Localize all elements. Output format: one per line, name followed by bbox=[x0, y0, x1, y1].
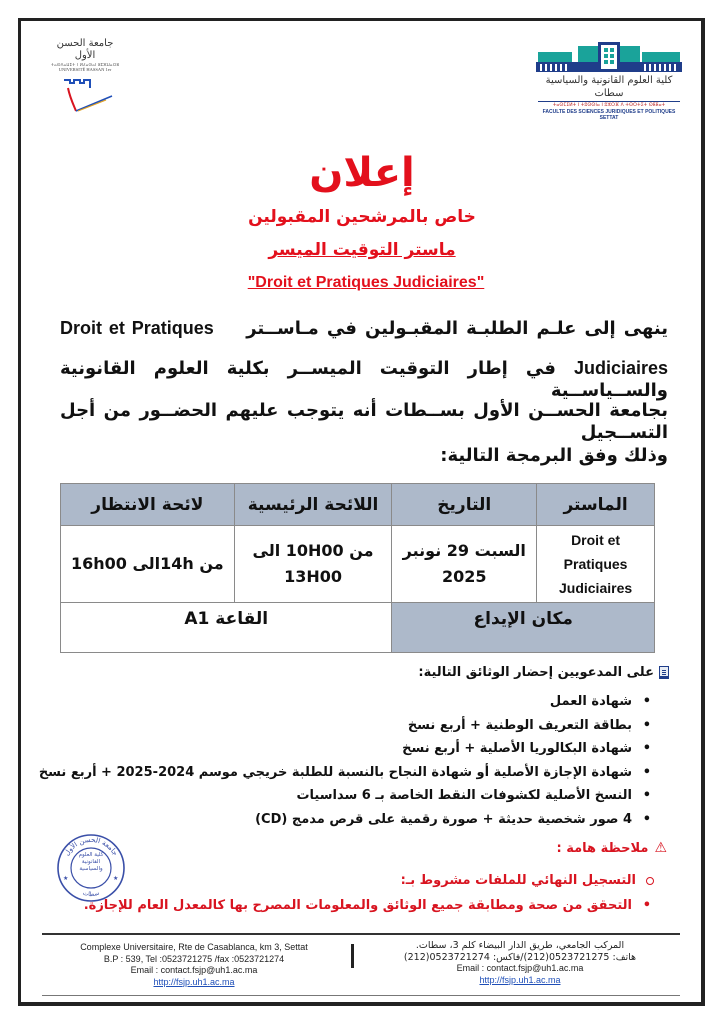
footer-address-ar: المركب الجامعي، طريق الدار البيضاء كلم 3، سطات. bbox=[415, 940, 625, 951]
warning-icon: ⚠ bbox=[654, 840, 667, 856]
table-row bbox=[61, 526, 655, 603]
footer-website-link-fr[interactable]: http://fsjp.uh1.ac.ma bbox=[153, 976, 235, 987]
stamp-bottom-text: سطات bbox=[81, 889, 101, 899]
schedule-table bbox=[60, 483, 655, 653]
faculty-name-arabic: كلية العلوم القانونية والسياسية سطات bbox=[545, 75, 673, 99]
cell-main-list-line: من 10H00 الى bbox=[252, 541, 374, 560]
footer-email-ar: Email : contact.fsjp@uh1.ac.ma bbox=[456, 963, 584, 973]
cell-date-line: 2025 bbox=[442, 567, 487, 586]
footer-address-fr: Complexe Universitaire, Rte de Casablanca, km 3, Settat bbox=[80, 942, 308, 952]
university-name-french: UNIVERSITÉ HASSAN 1er bbox=[58, 67, 112, 72]
list-item: • النسخ الأصلية لكشوفات النقط الخاصة بـ 6 سداسيات bbox=[39, 784, 654, 808]
header-master: الماستر bbox=[537, 484, 655, 526]
cell-main-list bbox=[234, 526, 392, 603]
stamp-outer-text: جامعة الحسن الأول bbox=[62, 835, 120, 858]
list-item: • شهادة البكالوريا الأصلية + أربع نسخ bbox=[39, 737, 654, 761]
footer-email-fr: Email : contact.fsjp@uh1.ac.ma bbox=[130, 965, 258, 975]
footer-phone-ar: هاتف: 0523721275(212)/فاكس: 0523721274(212) bbox=[403, 951, 637, 963]
table-header-row bbox=[61, 484, 655, 526]
list-item: • 4 صور شخصية حديثة + صورة رقمية على قرص مدمج (CD) bbox=[39, 808, 654, 832]
location-row bbox=[61, 603, 655, 653]
list-item: • شهادة العمل bbox=[39, 690, 654, 714]
documents-heading-text: على المدعويين إحضار الوثائق التالية: bbox=[418, 665, 654, 680]
svg-text:★: ★ bbox=[63, 875, 69, 882]
documents-heading bbox=[418, 665, 669, 680]
body-line-2-latin: Judiciaires bbox=[573, 358, 668, 378]
body-line-1-latin: Droit et Pratiques bbox=[60, 318, 214, 338]
faculty-logo bbox=[534, 40, 684, 121]
footer-website-link-ar[interactable]: http://fsjp.uh1.ac.ma bbox=[479, 974, 561, 985]
footer-separator bbox=[351, 944, 354, 968]
documents-list bbox=[39, 690, 654, 831]
cell-master-line: Judiciaires bbox=[558, 580, 633, 596]
header-waiting-list: لائحة الانتظار bbox=[61, 484, 235, 526]
university-name-tifinagh: ⵜⴰⵙⴷⴰⵡⵉⵜ ⵏ ⵍⵃⴰⵙⴰⵏ ⵓⵎⵣⵡⴰⵔⵓ bbox=[50, 62, 120, 67]
faculty-stamp-icon bbox=[55, 832, 127, 904]
footer-contact-french bbox=[44, 942, 344, 988]
circle-bullet-icon bbox=[646, 877, 654, 885]
important-note-text: ملاحظة هامة : bbox=[556, 840, 649, 856]
cell-master-line: Droit et bbox=[571, 532, 621, 548]
cell-main-list-line: 13H00 bbox=[284, 567, 342, 586]
location-label: مكان الإيداع bbox=[392, 603, 655, 653]
registration-condition-text: التسجيل النهائي للملفات مشروط بـ: bbox=[400, 873, 636, 888]
important-note-heading bbox=[557, 840, 667, 856]
stamp-inner-text: كلية العلوم القانونية والسياسية bbox=[78, 852, 104, 872]
body-line-1 bbox=[60, 317, 668, 340]
announcement-title: إعلان bbox=[309, 150, 415, 196]
body-line-2 bbox=[60, 357, 668, 402]
faculty-name-tifinagh: ⵜⴰⵙⵎⵉⵍⵜ ⵏ ⵜⵓⵙⵙⵏⴰ ⵏ ⵓⵣⵔⴼ ⴷ ⵜⵙⵔⵜⵉⵜ ⵙⵟⵟⴰⵜ bbox=[552, 103, 666, 108]
location-value: القاعة A1 bbox=[61, 603, 392, 653]
announcement-subtitle-program: ماستر التوقيت الميسر bbox=[268, 240, 456, 260]
footer-contact-arabic bbox=[370, 940, 670, 986]
faculty-building-icon bbox=[534, 40, 684, 74]
body-line-4: وذلك وفق البرمجة التالية: bbox=[440, 445, 668, 466]
footer-phone-fr: B.P : 539, Tel :0523721275 /fax :0523721274 bbox=[103, 953, 285, 964]
footer-bottom-divider bbox=[42, 995, 680, 996]
body-line-3: بجامعة الحســن الأول بســطات أنه يتوجب عليهم الحضــور من أجل التســجيل bbox=[60, 400, 668, 443]
cell-waiting-list: من 14hالى 16h00 bbox=[61, 526, 235, 603]
svg-text:سطات bbox=[82, 890, 100, 899]
university-name-arabic: جامعة الحسن الأول bbox=[56, 38, 114, 61]
body-line-2-arabic: في إطار التوقيت الميســر بكلية العلوم القانونية والســياســية bbox=[60, 358, 668, 401]
university-emblem-icon bbox=[56, 76, 116, 112]
header-main-list: اللائحة الرئيسية bbox=[234, 484, 392, 526]
header-date: التاريخ bbox=[392, 484, 537, 526]
university-logo bbox=[50, 38, 120, 112]
list-item: • بطاقة التعريف الوطنية + أربع نسخ bbox=[39, 714, 654, 738]
master-name-text: "Droit et Pratiques Judiciaires" bbox=[247, 274, 485, 291]
list-item: • شهادة الإجازة الأصلية أو شهادة النجاح بالنسبة للطلبة خريجي موسم 2024-2025 + أربع نسخ bbox=[39, 761, 654, 785]
document-icon bbox=[659, 666, 669, 679]
svg-text:★: ★ bbox=[113, 875, 119, 882]
cell-date-line: السبت 29 نونبر bbox=[402, 541, 526, 560]
registration-condition bbox=[401, 873, 654, 888]
cell-date bbox=[392, 526, 537, 603]
verification-requirement: • التحقق من صحة ومطابقة جميع الوثائق والمعلومات المصرح بها كالمعدل العام للإجازة. bbox=[84, 898, 654, 913]
faculty-name-french: FACULTE DES SCIENCES JURIDIQUES ET POLITIQUES SETTAT bbox=[542, 109, 676, 121]
logo-divider bbox=[538, 101, 680, 102]
announcement-subtitle-master-name bbox=[0, 272, 724, 294]
cell-master-line: Pratiques bbox=[563, 556, 628, 572]
body-line-1-arabic: ينهى إلى علـم الطلبـة المقبـولين في مـاســتر bbox=[246, 318, 668, 339]
announcement-subtitle-candidates: خاص بالمرشحين المقبولين bbox=[248, 207, 476, 227]
cell-master bbox=[537, 526, 655, 603]
footer-top-divider bbox=[42, 933, 680, 935]
